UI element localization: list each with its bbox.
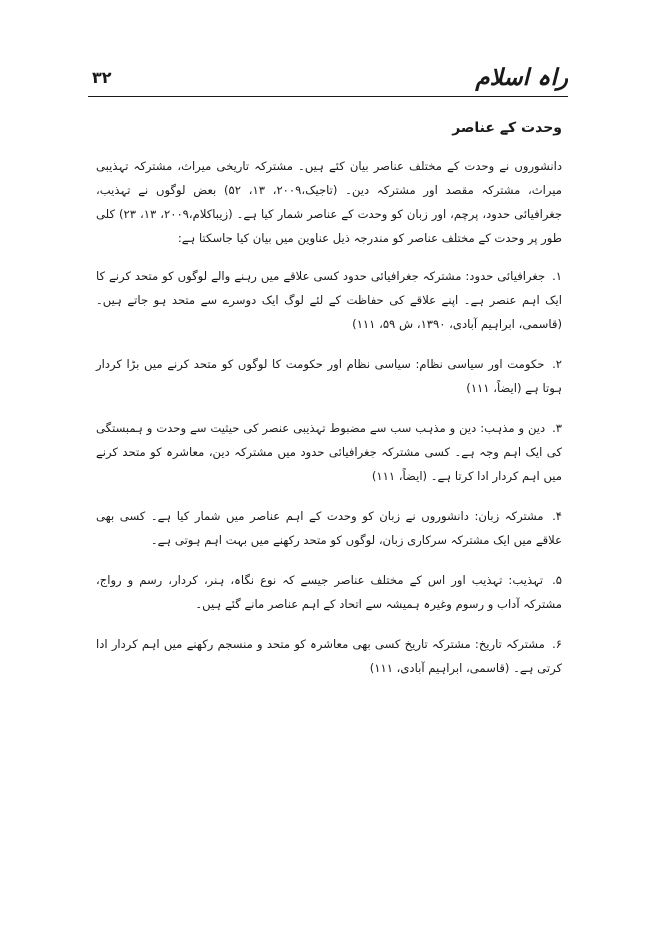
list-item-history xyxy=(96,632,562,680)
list-item-religion xyxy=(96,416,562,488)
list-item-geographic-borders xyxy=(96,264,562,336)
list-item-text: تہذیب: تہذیب اور اس کے مختلف عناصر جیسے کہ نوع نگاہ، ہنر، کردار، رسم و رواج، مشترکہ آداب و رسوم وغیرہ ہمیشہ سے اتحاد کے اہم عناصر مانے گئے ہیں۔ xyxy=(96,573,562,611)
list-item-number: ۱. xyxy=(552,269,563,283)
section-heading: وحدت کے عناصر xyxy=(452,120,562,136)
list-item-culture xyxy=(96,568,562,616)
list-item-number: ۶. xyxy=(552,637,562,651)
list-item-text: جغرافیائی حدود: مشترکہ جغرافیائی حدود کسی علاقے میں رہنے والے لوگوں کو متحد کرنے کا ایک اہم عنصر ہے۔ اپنے علاقے کی حفاظت کے لئے لوگ ایک دوسرے سے متحد ہو جاتے ہیں۔ (قاسمی، ابراہیم آبادی، ۱۳۹۰، ش ۵۹، ۱۱۱) xyxy=(96,269,562,331)
article-body xyxy=(96,118,562,696)
journal-title: راہ اسلام xyxy=(475,64,568,91)
page-number: ۳۲ xyxy=(92,68,112,87)
list-item-number: ۵. xyxy=(552,573,562,587)
list-item-text: دین و مذہب: دین و مذہب سب سے مضبوط تہذیبی عنصر کی حیثیت سے وحدت و ہمبستگی کی ایک اہم وجہ ہے۔ کسی مشترکہ جغرافیائی حدود میں مشترکہ دین، معاشرہ کو متحد کرنے میں اہم کردار ادا کرتا ہے۔ (ایضاً، ۱۱۱) xyxy=(96,421,562,483)
header-rule xyxy=(88,96,568,97)
list-item-text: مشترکہ تاریخ: مشترکہ تاریخ کسی بھی معاشرہ کو متحد و منسجم رکھنے میں اہم کردار ادا کرتی ہے۔ (قاسمی، ابراہیم آبادی، ۱۱۱) xyxy=(96,637,562,675)
list-item-text: مشترکہ زبان: دانشوروں نے زبان کو وحدت کے اہم عناصر میں شمار کیا ہے۔ کسی بھی علاقے میں ایک مشترکہ سرکاری زبان، لوگوں کو متحد رکھنے میں بہت اہم ہوتی ہے۔ xyxy=(96,509,562,547)
list-item-text: حکومت اور سیاسی نظام: سیاسی نظام اور حکومت کا لوگوں کو متحد کرنے میں بڑا کردار ہوتا ہے (ایضاً، ۱۱۱) xyxy=(96,357,562,395)
list-item-number: ۳. xyxy=(552,421,563,435)
intro-paragraph: دانشوروں نے وحدت کے مختلف عناصر بیان کئے ہیں۔ مشترکہ تاریخی میراث، مشترکہ تہذیبی میراث، مشترکہ مقصد اور مشترکہ دین۔ (تاجیک،۲۰۰۹، ۱۳، ۵۲) بعض لوگوں نے تہذیب، جغرافیائی حدود، پرچم، اور زبان کو وحدت کے عناصر شمار کیا ہے۔ (زیباکلام،۲۰۰۹، ۱۳، ۲۳) کلی طور پر وحدت کے مختلف عناصر کو مندرجہ ذیل عناوین میں بیان کیا جاسکتا ہے: xyxy=(96,159,562,245)
list-item-number: ۴. xyxy=(552,509,562,523)
list-item-number: ۲. xyxy=(552,357,563,371)
list-item-language xyxy=(96,504,562,552)
list-item-government xyxy=(96,352,562,400)
